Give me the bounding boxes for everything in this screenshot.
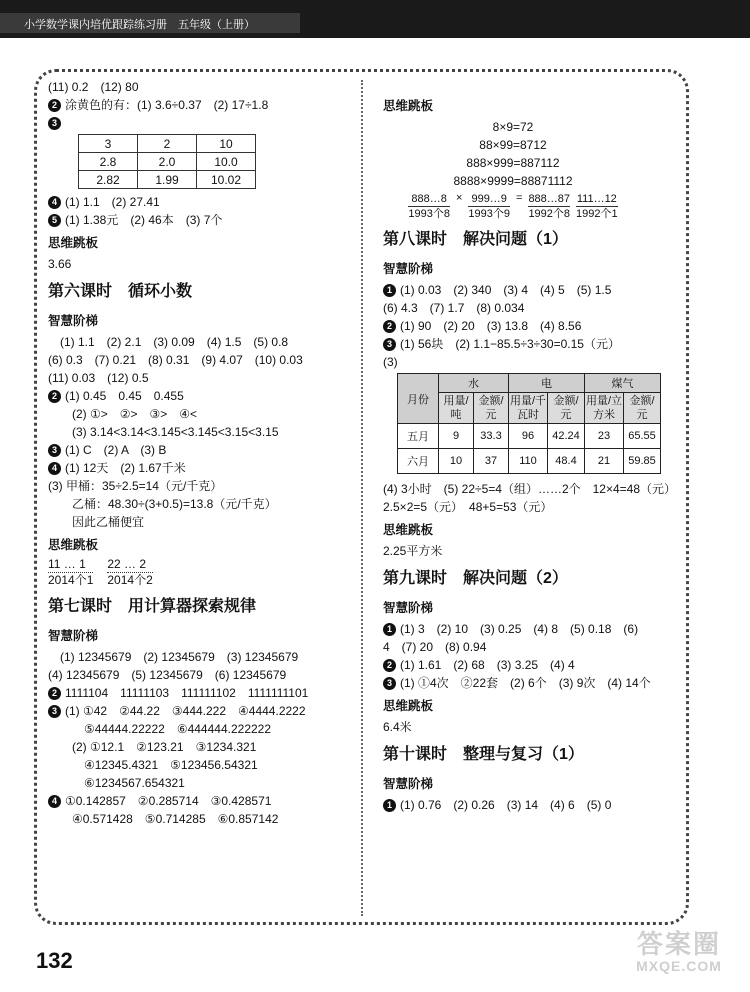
answer-line: 3.66 [48,257,72,271]
answer-line: ⑤44444.22222 ⑥444444.222222 [84,722,272,736]
question-number-icon: 3 [383,677,396,690]
answer-line: (6) 0.3 (7) 0.21 (8) 0.31 (9) 4.07 (10) 0.03 [48,353,303,367]
table-cell: 五月 [398,424,439,449]
answer-line: 2.5×2=5（元） 48+5=53（元） [383,500,553,514]
answer-text: (1) 90 (2) 20 (3) 13.8 (4) 8.56 [400,319,582,333]
section-subheading: 智慧阶梯 [383,601,434,615]
brace-item [107,557,152,588]
section-subheading: 智慧阶梯 [48,629,99,643]
answer-line [48,792,353,810]
brace-item [528,192,570,221]
brace-top: 11 … 1 [48,557,86,571]
table-cell: 3 [79,135,138,153]
question-number-icon: 1 [383,623,396,636]
answer-line [383,317,683,335]
page-header [0,0,750,38]
table-header: 金额/元 [548,393,585,424]
answer-text: (1) ①42 ②44.22 ③444.222 ④4444.2222 [65,704,306,718]
table-cell: 65.55 [624,424,661,449]
table-row [79,171,256,189]
brace-top: 999…9 [471,193,507,205]
table-cell: 10 [439,449,474,474]
answer-line: (1) 12345679 (2) 12345679 (3) 12345679 [48,650,299,664]
question-number-icon: 2 [383,659,396,672]
table-header: 水 [439,374,509,393]
table-header: 月份 [398,374,439,424]
answer-line: 乙桶：48.30÷(3+0.5)=13.8（元/千克） [72,497,277,511]
answer-text: (1) 1.1 (2) 27.41 [65,195,160,209]
lesson-heading: 第九课时 解决问题（2） [383,570,568,587]
answer-line: (11) 0.2 (12) 80 [48,80,139,94]
table-cell: 48.4 [548,449,585,474]
table-header: 用量/立方米 [585,393,624,424]
answer-text: (1) ①4次 ②22套 (2) 6个 (3) 9次 (4) 14个 [400,676,651,690]
answer-line [48,211,353,229]
watermark-line: 答案圈 [636,929,721,959]
answer-line: (11) 0.03 (12) 0.5 [48,371,149,385]
answer-line: (2) ①12.1 ②123.21 ③1234.321 [72,740,257,754]
table-row [398,449,661,474]
pattern-line: 888×999=887112 [466,156,560,170]
answer-line: (3) 3.14<3.14<3.145<3.145<3.15<3.15 [72,425,279,439]
table-cell: 23 [585,424,624,449]
question-number-icon: 3 [48,705,61,718]
table-cell: 9 [439,424,474,449]
table-cell: 10.0 [197,153,256,171]
pattern-line: 88×99=8712 [479,138,547,152]
answer-line: (3) 甲桶：35÷2.5=14（元/千克） [48,479,223,493]
table-header: 金额/元 [474,393,509,424]
answer-line: 2.25平方米 [383,544,443,558]
table-row [79,135,256,153]
answer-line [383,335,683,353]
answer-line [383,796,683,814]
answer-line [48,114,353,132]
book-title: 小学数学课内培优跟踪练习册 五年级（上册） [24,19,255,31]
table-header: 金额/元 [624,393,661,424]
table-cell: 21 [585,449,624,474]
answer-line [383,656,683,674]
answer-line: 6.4米 [383,720,412,734]
brace-bottom: 1992个1 [576,208,618,220]
column-divider [361,80,363,916]
question-number-icon: 3 [48,117,61,130]
answer-line [383,674,683,692]
table-cell: 2 [138,135,197,153]
table-cell: 42.24 [548,424,585,449]
answer-line [48,96,353,114]
utility-table [397,373,661,474]
question-number-icon: 2 [48,390,61,403]
question-number-icon: 2 [48,687,61,700]
answer-text: (1) C (2) A (3) B [65,443,167,457]
answer-line: (6) 4.3 (7) 1.7 (8) 0.034 [383,301,525,315]
question-number-icon: 3 [383,338,396,351]
table-cell: 2.0 [138,153,197,171]
brace-notation [383,192,643,221]
answer-line: (4) 3小时 (5) 22÷5=4（组）……2个 12×4=48（元） [383,482,677,496]
watermark-logo [620,930,738,980]
answer-line: 因此乙桶便宜 [72,515,145,529]
table-cell: 96 [509,424,548,449]
question-number-icon: 2 [48,99,61,112]
operator: = [516,192,523,204]
answer-text: (1) 56块 (2) 1.1−85.5÷3÷30=0.15（元） [400,337,620,351]
answer-text: (1) 1.38元 (2) 46本 (3) 7个 [65,213,223,227]
multiplication-pattern [383,118,643,221]
lesson-heading: 第十课时 整理与复习（1） [383,746,584,763]
answer-line: (1) 1.1 (2) 2.1 (3) 0.09 (4) 1.5 (5) 0.8 [48,335,289,349]
table-cell: 37 [474,449,509,474]
question-number-icon: 1 [383,284,396,297]
answer-line: 4 (7) 20 (8) 0.94 [383,640,487,654]
table-cell: 2.82 [79,171,138,189]
answer-line [48,684,353,702]
section-subheading: 思维跳板 [383,99,434,113]
answer-line: ④0.571428 ⑤0.714285 ⑥0.857142 [72,812,279,826]
table-cell: 10.02 [197,171,256,189]
lesson-heading: 第七课时 用计算器探索规律 [48,598,257,615]
section-subheading: 思维跳板 [48,538,99,552]
brace-top: 888…8 [411,193,447,205]
section-subheading: 思维跳板 [48,236,99,250]
answer-line [48,459,353,477]
question-number-icon: 5 [48,214,61,227]
answer-line: (2) ①> ②> ③> ④< [72,407,198,421]
question-number-icon: 4 [48,196,61,209]
table-row [79,153,256,171]
answer-table [78,134,256,189]
table-cell: 33.3 [474,424,509,449]
question-number-icon: 4 [48,795,61,808]
answer-line [48,702,353,720]
table-cell: 110 [509,449,548,474]
brace-bottom: 1993个8 [408,208,450,220]
section-subheading: 智慧阶梯 [48,314,99,328]
lesson-heading: 第八课时 解决问题（1） [383,231,568,248]
brace-bottom: 1993个9 [468,208,510,220]
answer-text: (1) 1.61 (2) 68 (3) 3.25 (4) 4 [400,658,575,672]
answer-line: (4) 12345679 (5) 12345679 (6) 12345679 [48,668,287,682]
pattern-line: 8888×9999=88871112 [453,174,573,188]
brace-item [468,192,510,221]
brace-notation [48,557,353,588]
answer-line: ④12345.4321 ⑤123456.54321 [84,758,258,772]
table-cell: 10 [197,135,256,153]
right-column [383,92,683,814]
table-cell: 1.99 [138,171,197,189]
answer-line [383,620,683,638]
brace-top: 22 … 2 [107,557,147,571]
pattern-line: 8×9=72 [492,120,534,134]
table-cell: 六月 [398,449,439,474]
question-number-icon: 4 [48,462,61,475]
brace-top: 111…12 [576,193,617,205]
answer-text: 1111104 11111103 111111102 1111111101 [65,686,309,700]
section-subheading: 思维跳板 [383,699,434,713]
answer-text: (1) 0.03 (2) 340 (3) 4 (4) 5 (5) 1.5 [400,283,612,297]
answer-text: (1) 12天 (2) 1.67千米 [65,461,186,475]
table-header: 用量/千瓦时 [509,393,548,424]
lesson-heading: 第六课时 循环小数 [48,283,193,300]
answer-text: (1) 0.45 0.45 0.455 [65,389,184,403]
answer-text: 涂黄色的有：(1) 3.6÷0.37 (2) 17÷1.8 [65,98,269,112]
left-column [48,78,353,828]
answer-line: (3) [383,355,398,369]
page-number: 132 [36,948,73,973]
brace-item [48,557,93,588]
brace-item [576,192,618,221]
watermark-line: MXQE.COM [636,958,722,974]
brace-item [408,192,450,221]
brace-bottom: 1992个8 [528,208,571,220]
brace-bottom: 2014个2 [107,573,153,587]
table-header: 用量/吨 [439,393,474,424]
answer-text: ①0.142857 ②0.285714 ③0.428571 [65,794,272,808]
table-header: 煤气 [585,374,661,393]
answer-text: (1) 3 (2) 10 (3) 0.25 (4) 8 (5) 0.18 (6) [400,622,639,636]
table-cell: 59.85 [624,449,661,474]
table-header: 电 [509,374,585,393]
table-row [398,424,661,449]
section-subheading: 智慧阶梯 [383,777,434,791]
question-number-icon: 3 [48,444,61,457]
section-subheading: 思维跳板 [383,523,434,537]
answer-line [48,441,353,459]
answer-line: ⑥1234567.654321 [84,776,185,790]
question-number-icon: 2 [383,320,396,333]
brace-bottom: 2014个1 [48,573,94,587]
operator: × [455,192,463,204]
answer-line [48,387,353,405]
brace-top: 888…87 [528,193,571,205]
table-cell: 2.8 [79,153,138,171]
table-row [398,374,661,393]
question-number-icon: 1 [383,799,396,812]
answer-line [383,281,683,299]
section-subheading: 智慧阶梯 [383,262,434,276]
answer-text: (1) 0.76 (2) 0.26 (3) 14 (4) 6 (5) 0 [400,798,612,812]
answer-line [48,193,353,211]
